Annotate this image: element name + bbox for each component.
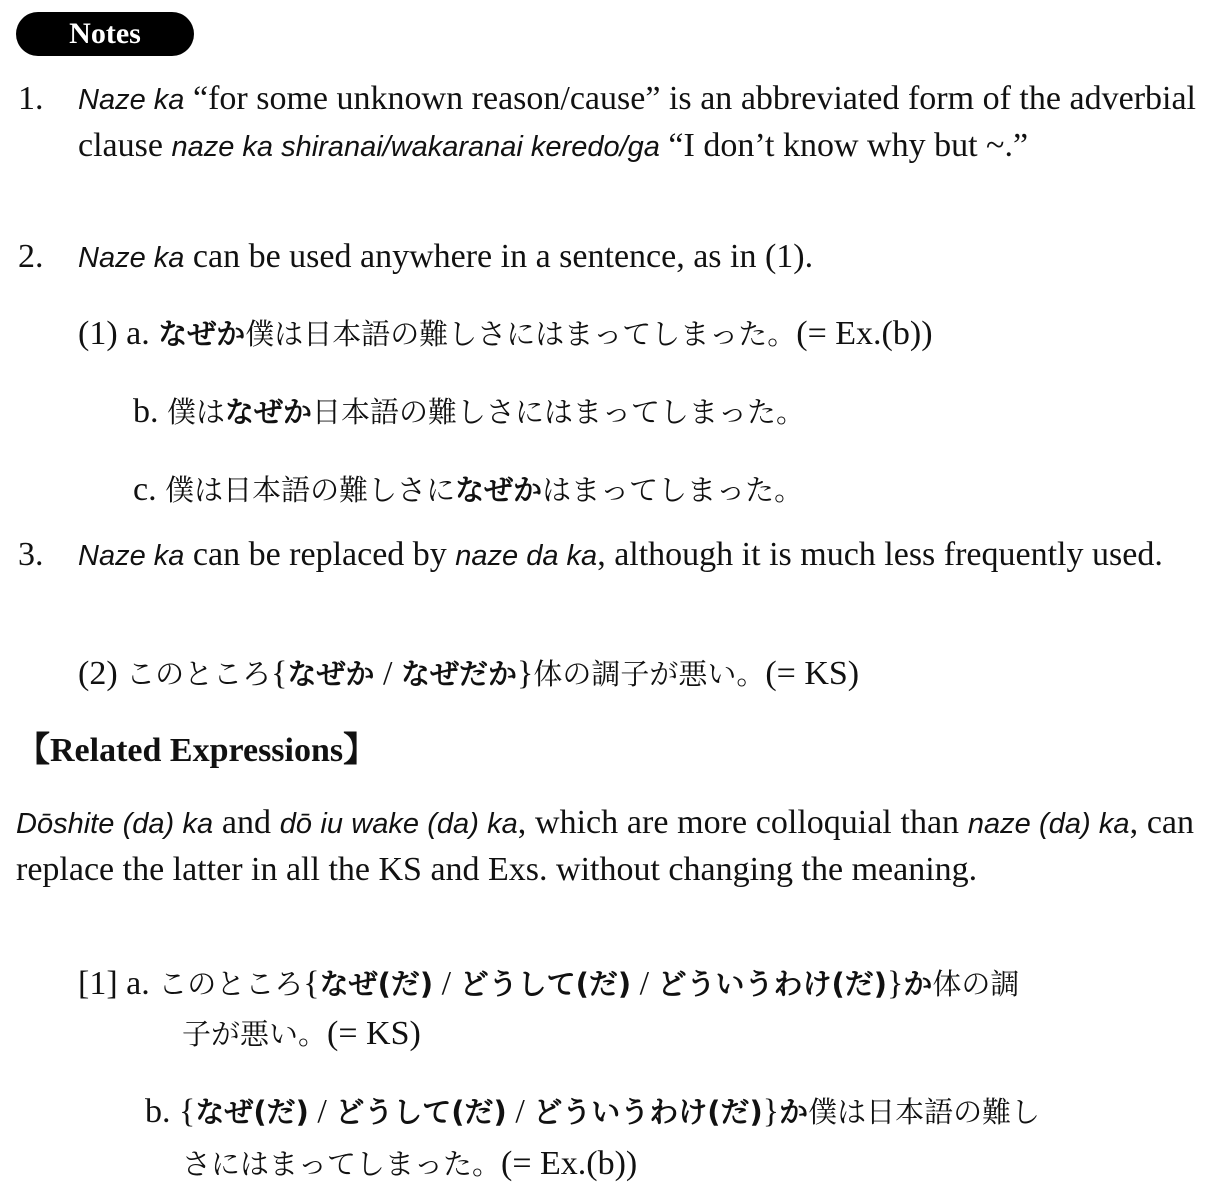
example-r1a-rest-2: 子が悪い。 (182, 1017, 328, 1051)
example-1b-pre: 僕は (167, 395, 226, 429)
note-3-text-a: can be replaced by (184, 536, 456, 573)
note-3-text (78, 532, 1196, 579)
related-expressions-text (16, 800, 1194, 893)
example-r1a-option-1: なぜ(だ) (319, 967, 434, 1001)
example-1a-rest: 僕は日本語の難しさにはまってしまった。 (245, 317, 797, 351)
example-r1b (145, 1090, 1040, 1131)
example-2-pre: このところ (126, 657, 272, 691)
note-2-text (78, 234, 1196, 281)
example-2-rest: 体の調子が悪い。 (533, 657, 766, 691)
note-2-term: Naze ka (78, 242, 185, 274)
example-r1b-sep-1: / (308, 1093, 336, 1130)
note-1-number: 1. (18, 80, 44, 117)
note-1-text (78, 76, 1196, 170)
example-1-label: (1) (78, 315, 118, 352)
related-term-1: Dōshite (da) ka (16, 808, 214, 840)
related-term-2: dō iu wake (da) ka (279, 808, 518, 840)
example-r1a-sep-2: / (631, 965, 658, 1002)
example-r1b-mark: b. (145, 1093, 171, 1130)
example-r1b-rbrace: } (762, 1093, 780, 1130)
note-1-term: Naze ka (78, 84, 185, 116)
example-1c (133, 468, 803, 509)
note-3-term-2: naze da ka (455, 540, 598, 572)
example-2-label: (2) (78, 655, 118, 692)
example-r1a (78, 962, 1019, 1003)
example-1b-bold: なぜか (225, 395, 313, 429)
related-text-c: , can replace the latter in all the KS and Exs. without changing the meaning. (16, 804, 1195, 888)
example-1a-ref: (= Ex.(b)) (796, 315, 933, 352)
example-1c-rest: はまってしまった。 (542, 473, 804, 507)
example-r1a-cont (182, 1012, 421, 1053)
note-2-text-a: can be used anywhere in a sentence, as in (1). (184, 238, 814, 275)
example-r1a-rest-1: 体の調 (932, 967, 1020, 1001)
example-r1b-cont (182, 1142, 637, 1183)
note-1-text-b: “I don’t know why but ~.” (659, 127, 1029, 164)
example-r1a-lbrace: { (303, 965, 320, 1002)
related-text-a: and (213, 804, 280, 841)
note-3-term: Naze ka (78, 540, 185, 572)
example-r1b-post: か (779, 1095, 809, 1129)
note-3-text-b: , although it is much less frequently used. (597, 536, 1163, 573)
example-1b-rest: 日本語の難しさにはまってしまった。 (312, 395, 806, 429)
example-1c-pre: 僕は日本語の難しさに (165, 473, 456, 507)
example-r1a-rbrace: } (887, 965, 904, 1002)
example-2-sep: / (374, 655, 401, 692)
example-2-lbrace: { (271, 655, 288, 692)
example-1b-mark: b. (133, 393, 159, 430)
related-term-3: naze (da) ka (967, 808, 1130, 840)
example-r1a-mark: a. (126, 965, 150, 1002)
example-2-option-1: なぜか (287, 657, 375, 691)
example-r1b-rest-2: さにはまってしまった。 (182, 1147, 502, 1181)
example-r1a-pre: このところ (158, 967, 304, 1001)
note-2-number: 2. (18, 238, 44, 275)
example-1a-bold: なぜか (158, 317, 246, 351)
example-r1-label: [1] (78, 965, 118, 1002)
related-text-b: , which are more colloquial than (517, 804, 968, 841)
example-r1a-ref: (= KS) (327, 1015, 421, 1052)
example-1c-bold: なぜか (455, 473, 543, 507)
example-1b (133, 390, 805, 431)
example-2-rbrace: } (516, 655, 534, 692)
example-r1b-option-3: どういうわけ(だ) (533, 1095, 763, 1129)
example-1a-mark: a. (126, 315, 150, 352)
example-r1b-option-2: どうして(だ) (335, 1095, 507, 1129)
related-expressions-heading: 【Related Expressions】 (16, 732, 378, 769)
example-r1b-option-1: なぜ(だ) (195, 1095, 309, 1129)
example-r1a-post: か (903, 967, 933, 1001)
example-r1b-lbrace: { (179, 1093, 196, 1130)
example-2-ref: (= KS) (765, 655, 860, 692)
note-3-number: 3. (18, 536, 44, 573)
example-r1a-sep-1: / (433, 965, 460, 1002)
note-1-clause: naze ka shiranai/wakaranai keredo/ga (171, 131, 660, 163)
example-r1b-rest-1: 僕は日本語の難し (808, 1095, 1041, 1129)
example-1c-mark: c. (133, 471, 157, 508)
example-r1b-ref: (= Ex.(b)) (501, 1145, 638, 1182)
notes-badge: Notes (16, 12, 194, 56)
example-r1b-sep-2: / (506, 1093, 534, 1130)
example-2-option-2: なぜだか (400, 657, 517, 691)
example-1a (78, 312, 933, 353)
note-1-text-a: “for some unknown reason/cause” is an abbreviated form of the adverbial clause (78, 80, 1196, 164)
example-r1a-option-3: どういうわけ(だ) (657, 967, 888, 1001)
example-2 (78, 652, 859, 693)
example-r1a-option-2: どうして(だ) (459, 967, 632, 1001)
